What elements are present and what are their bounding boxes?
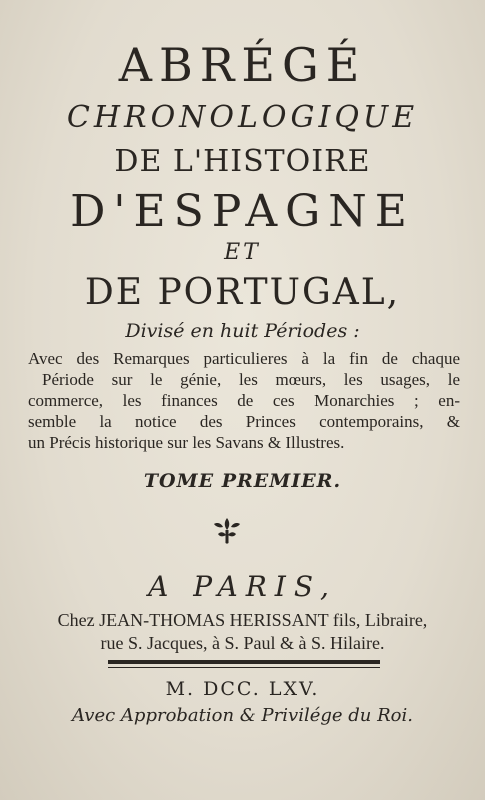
imprint-city: A PARIS, — [148, 570, 337, 603]
title-line-histoire: DE L'HISTOIRE — [114, 144, 371, 179]
fleuron-ornament-icon — [210, 514, 244, 544]
title-line-et: ET — [224, 240, 261, 265]
thick-rule — [108, 660, 380, 664]
description-line: semble la notice des Princes contemporains, & — [28, 412, 460, 431]
description-paragraph — [28, 348, 460, 453]
title-line-espagne: D'ESPAGNE — [70, 186, 415, 237]
subtitle: Divisé en huit Périodes : — [125, 320, 360, 342]
title-line-abrege: ABRÉGÉ — [118, 38, 367, 92]
imprint-publisher-line1: Chez JEAN-THOMAS HERISSANT fils, Libraire, — [57, 610, 428, 630]
description-line: un Précis historique sur les Savans & Illustres. — [28, 433, 345, 452]
imprint-publisher-line2: rue S. Jacques, à S. Paul & à S. Hilaire. — [100, 633, 385, 653]
privilege-line: Avec Approbation & Privilége du Roi. — [72, 705, 413, 726]
description-line: commerce, les finances de ces Monarchies ; en- — [28, 391, 460, 410]
description-line: Période sur le génie, les mœurs, les usages, le — [42, 370, 460, 389]
imprint-year: M. DCC. LXV. — [165, 678, 320, 700]
title-line-portugal: DE PORTUGAL, — [84, 272, 401, 313]
volume-label: TOME PREMIER. — [143, 470, 342, 492]
title-line-chronologique: CHRONOLOGIQUE — [66, 100, 419, 135]
thin-rule — [108, 667, 380, 668]
description-line: Avec des Remarques particulieres à la fin de chaque — [28, 349, 460, 368]
